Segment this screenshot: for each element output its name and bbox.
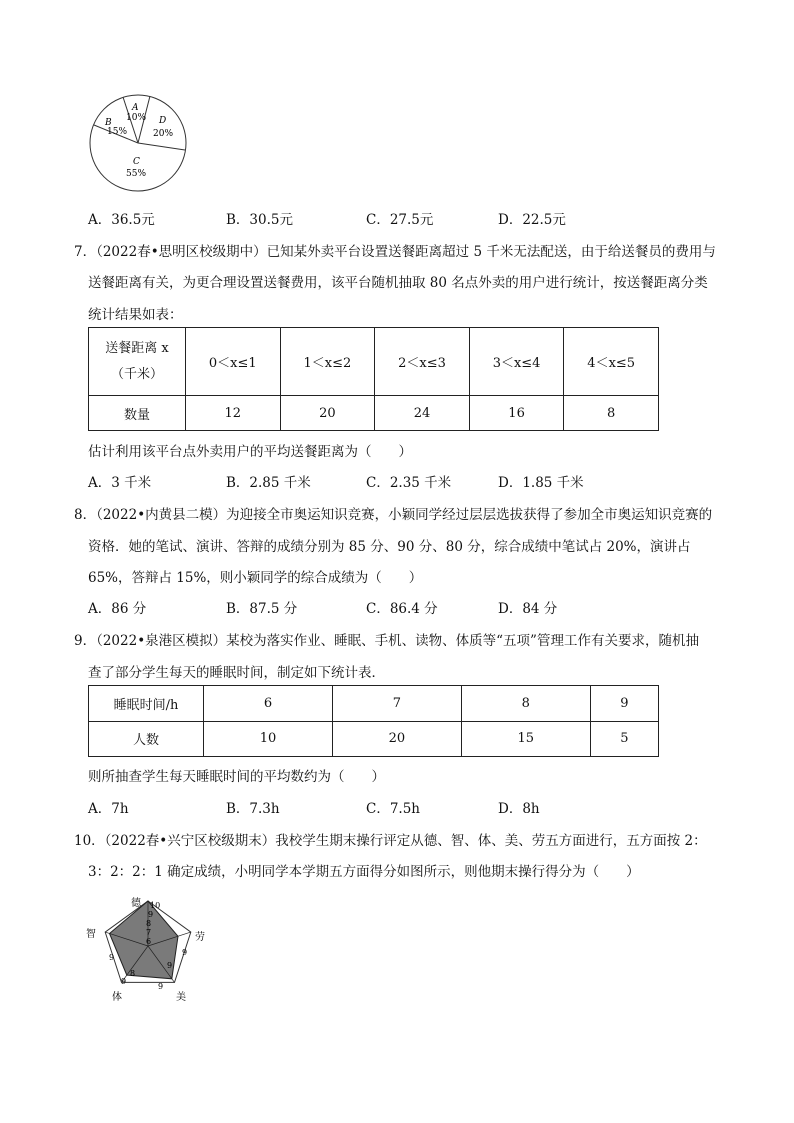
radar-tick-label: 8: [146, 919, 152, 928]
q7-header-1: 0＜x≤1: [186, 328, 281, 396]
pie-label-a: A: [132, 103, 139, 113]
q9-options: [88, 797, 728, 817]
radar-tick-label: 9: [148, 910, 154, 919]
radar-score-label: 9: [167, 961, 173, 970]
q6-option-b[interactable]: B．30.5元: [226, 212, 293, 228]
q7-value-1: 12: [186, 396, 281, 431]
q9-row2-cell-3: 15: [461, 721, 590, 757]
pie-pct-c: 55%: [126, 169, 147, 179]
q9-row1-cell-4: 9: [590, 686, 658, 722]
q6-option-a[interactable]: A．36.5元: [88, 212, 155, 228]
q7-value-3: 24: [375, 396, 470, 431]
radar-axis-label-de: 德: [131, 898, 141, 909]
q8-line-3: 65%，答辩占 15%，则小颖同学的综合成绩为（ ）: [88, 570, 423, 586]
q7-header-label-1: 送餐距离 x: [105, 340, 169, 356]
q7-header-3: 2＜x≤3: [375, 328, 470, 396]
q7-option-d[interactable]: D．1.85 千米: [498, 475, 584, 491]
radar-outer-label: 9: [182, 948, 188, 957]
q7-option-a[interactable]: A．3 千米: [88, 475, 152, 491]
q7-header-label: [89, 328, 186, 396]
q7-value-4: 16: [469, 396, 564, 431]
q7-option-b[interactable]: B．2.85 千米: [226, 475, 311, 491]
pie-pct-d: 20%: [153, 129, 174, 139]
q9-row1-cell-2: 7: [332, 686, 461, 722]
q9-sleep-table: [88, 685, 659, 757]
pie-pct-a: 10%: [126, 113, 147, 123]
q9-option-b[interactable]: B．7.3h: [226, 801, 280, 817]
q8-line-1: 8．（2022•内黄县二模）为迎接全市奥运知识竞赛，小颖同学经过层层选拔获得了参加全市奥运知识竞赛的: [74, 507, 713, 523]
q10-line-2: 3：2：2：1 确定成绩，小明同学本学期五方面得分如图所示，则他期末操行得分为（ ）: [88, 864, 640, 880]
pie-label-d: D: [159, 116, 167, 126]
q9-option-a[interactable]: A．7h: [88, 801, 129, 817]
radar-axis-label-lao: 劳: [195, 932, 205, 943]
q9-option-c[interactable]: C．7.5h: [366, 801, 420, 817]
q8-line-2: 资格．她的笔试、演讲、答辩的成绩分别为 85 分、90 分、80 分，综合成绩中笔试占 20%，演讲占: [88, 539, 691, 555]
radar-outer-label: 9: [109, 953, 115, 962]
q9-option-d[interactable]: D．8h: [498, 801, 540, 817]
radar-outer-label: 9: [121, 977, 127, 986]
q8-options: [88, 597, 728, 617]
q9-row2-cell-1: 10: [204, 721, 333, 757]
radar-tick-label: 7: [146, 928, 152, 937]
radar-score-label: 8: [130, 969, 136, 978]
pie-label-b: B: [105, 118, 112, 128]
q7-line-2: 送餐距离有关，为更合理设置送餐费用，该平台随机抽取 80 名点外卖的用户进行统计，按送餐距离分类: [88, 275, 708, 291]
q9-row2-cell-2: 20: [332, 721, 461, 757]
pie-chart: [88, 93, 192, 197]
q7-options: [88, 471, 728, 491]
q7-row-label: 数量: [89, 396, 186, 431]
q8-option-d[interactable]: D．84 分: [498, 601, 558, 617]
q6-options: [88, 208, 728, 228]
q7-question: 估计利用该平台点外卖用户的平均送餐距离为（ ）: [88, 444, 412, 460]
q9-row1-label: 睡眠时间/h: [89, 686, 204, 722]
q9-row1-cell-1: 6: [204, 686, 333, 722]
radar-axis-label-ti: 体: [112, 992, 122, 1003]
q7-value-5: 8: [564, 396, 659, 431]
q7-header-5: 4＜x≤5: [564, 328, 659, 396]
q9-line-1: 9．（2022•泉港区模拟）某校为落实作业、睡眠、手机、读物、体质等“五项”管理工作有关要求，随机抽: [74, 633, 699, 649]
q7-distance-table: [88, 327, 659, 431]
q7-option-c[interactable]: C．2.35 千米: [366, 475, 452, 491]
radar-axis-label-zhi: 智: [86, 929, 96, 940]
q8-option-a[interactable]: A．86 分: [88, 601, 147, 617]
pie-pct-b: 15%: [107, 127, 128, 137]
radar-tick-label: 10: [150, 901, 161, 910]
q7-header-label-2: （千米）: [110, 366, 163, 382]
pie-divider-dc: [138, 143, 185, 150]
q7-value-2: 20: [280, 396, 375, 431]
q7-header-2: 1＜x≤2: [280, 328, 375, 396]
pie-label-c: C: [133, 157, 140, 167]
q7-line-3: 统计结果如表：: [88, 307, 183, 323]
radar-tick-label: 6: [146, 937, 152, 946]
q10-line-1: 10．（2022春•兴宁区校级期末）我校学生期末操行评定从德、智、体、美、劳五方面进行，五方面按 2：: [74, 833, 707, 849]
q9-row2-label: 人数: [89, 721, 204, 757]
q6-option-c[interactable]: C．27.5元: [366, 212, 434, 228]
q8-option-c[interactable]: C．86.4 分: [366, 601, 438, 617]
radar-outer-label: 9: [158, 982, 164, 991]
q6-option-d[interactable]: D．22.5元: [498, 212, 566, 228]
q9-row2-cell-4: 5: [590, 721, 658, 757]
q7-header-4: 3＜x≤4: [469, 328, 564, 396]
q8-option-b[interactable]: B．87.5 分: [226, 601, 298, 617]
radar-axis-label-mei: 美: [176, 992, 186, 1003]
q9-line-2: 查了部分学生每天的睡眠时间，制定如下统计表．: [88, 665, 385, 681]
q7-line-1: 7．（2022春•思明区校级期中）已知某外卖平台设置送餐距离超过 5 千米无法配送，由于给送餐员的费用与: [74, 244, 716, 260]
q9-question: 则所抽查学生每天睡眠时间的平均数约为（ ）: [88, 769, 385, 785]
q9-row1-cell-3: 8: [461, 686, 590, 722]
radar-chart: [86, 884, 216, 1009]
